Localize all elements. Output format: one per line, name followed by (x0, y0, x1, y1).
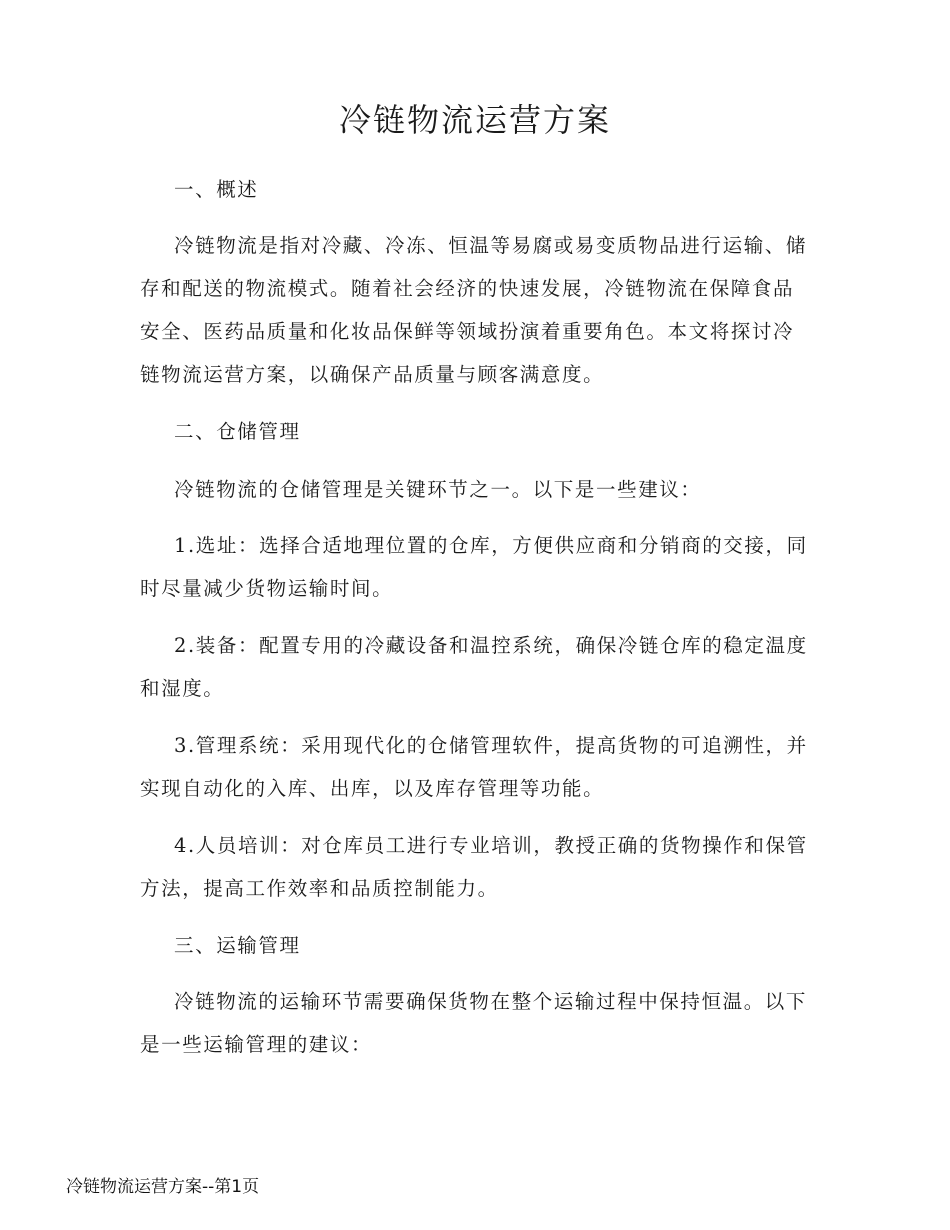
paragraph-warehouse-intro: 冷链物流的仓储管理是关键环节之一。以下是一些建议： (174, 478, 702, 501)
paragraph-overview: 冷链物流是指对冷藏、冷冻、恒温等易腐或易变质物品进行运输、储存和配送的物流模式。随着社会经济的快速发展，冷链物流在保障食品安全、医药品质量和化妆品保鲜等领域扮演着重要角色。本文将探讨冷链物流运营方案，以确保产品质量与顾客满意度。 (140, 234, 808, 386)
page-footer: 冷链物流运营方案--第1页 (66, 1177, 260, 1197)
paragraph-transport-intro: 冷链物流的运输环节需要确保货物在整个运输过程中保持恒温。以下是一些运输管理的建议： (140, 990, 808, 1056)
paragraph-equipment: 2.装备：配置专用的冷藏设备和温控系统，确保冷链仓库的稳定温度和湿度。 (140, 634, 808, 700)
paragraph-management-system: 3.管理系统：采用现代化的仓储管理软件，提高货物的可追溯性，并实现自动化的入库、出库，以及库存管理等功能。 (140, 734, 808, 800)
paragraph-staff-training: 4.人员培训：对仓库员工进行专业培训，教授正确的货物操作和保管方法，提高工作效率和品质控制能力。 (140, 834, 808, 900)
section-heading-overview: 一、概述 (174, 178, 259, 201)
section-heading-warehouse: 二、仓储管理 (174, 420, 301, 443)
paragraph-site-selection: 1.选址：选择合适地理位置的仓库，方便供应商和分销商的交接，同时尽量减少货物运输时间。 (140, 534, 808, 600)
section-heading-transport: 三、运输管理 (174, 934, 301, 957)
document-title: 冷链物流运营方案 (338, 101, 611, 139)
